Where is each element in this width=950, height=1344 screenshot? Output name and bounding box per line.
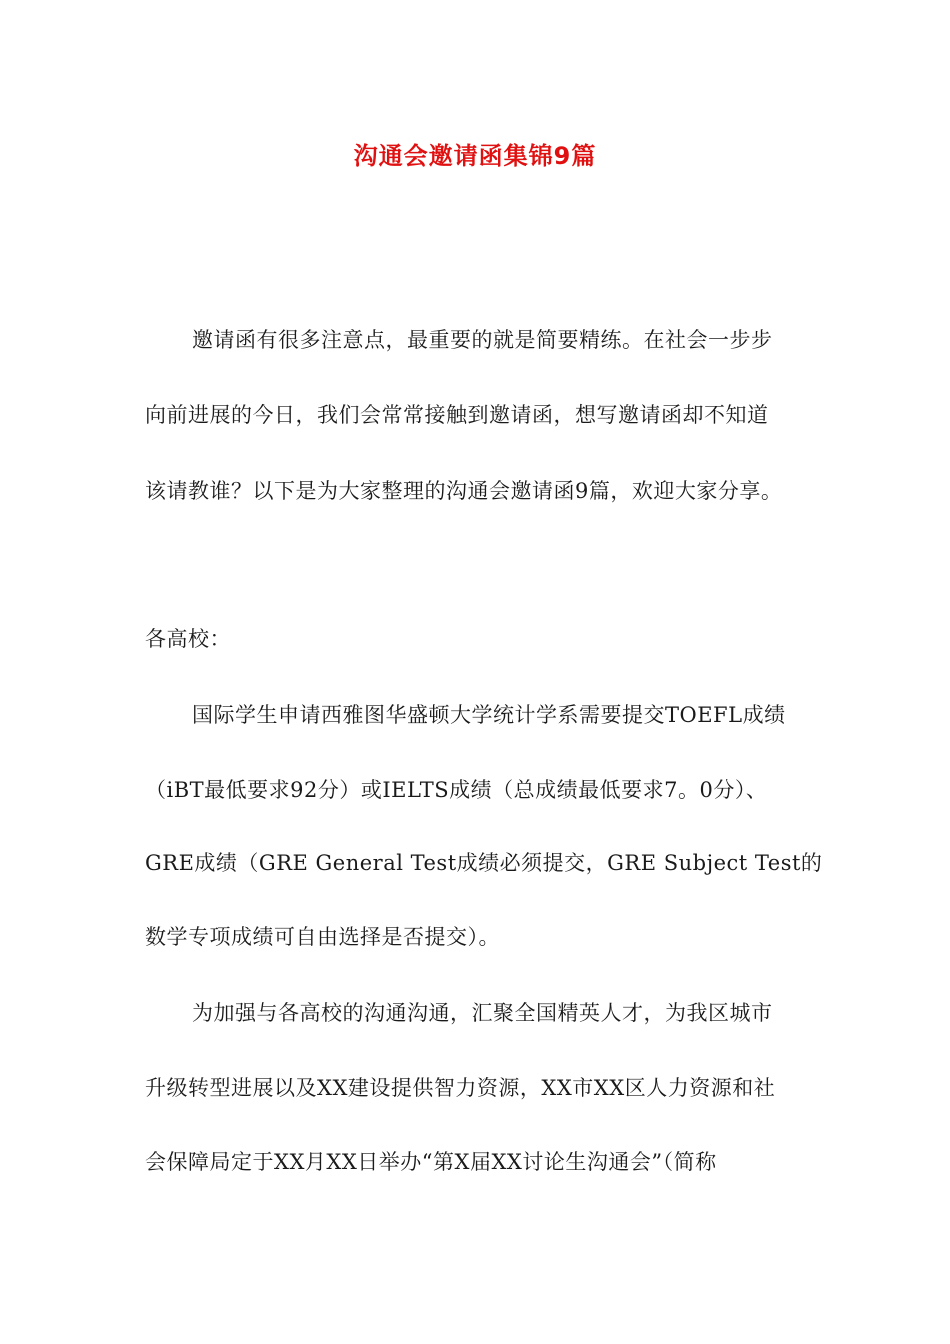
paragraph-line: 国际学生申请西雅图华盛顿大学统计学系需要提交TOEFL成绩 — [192, 703, 786, 727]
intro-line: 向前进展的今日，我们会常常接触到邀请函，想写邀请函却不知道 — [145, 403, 769, 427]
paragraph-line: 升级转型进展以及XX建设提供智力资源，XX市XX区人力资源和社 — [145, 1076, 776, 1100]
document-title: 沟通会邀请函集锦9篇 — [353, 142, 597, 170]
intro-line: 该请教谁？以下是为大家整理的沟通会邀请函9篇，欢迎大家分享。 — [145, 479, 783, 503]
intro-line: 邀请函有很多注意点，最重要的就是简要精练。在社会一步步 — [192, 328, 773, 352]
paragraph-line: （iBT最低要求92分）或IELTS成绩（总成绩最低要求7。0分）、 — [145, 778, 768, 802]
paragraph-line: 会保障局定于XX月XX日举办“第X届XX讨论生沟通会”（简称 — [145, 1150, 717, 1174]
paragraph-line: 数学专项成绩可自由选择是否提交）。 — [145, 925, 500, 949]
salutation: 各高校： — [145, 627, 231, 651]
paragraph-line: 为加强与各高校的沟通沟通，汇聚全国精英人才，为我区城市 — [192, 1001, 773, 1025]
paragraph-line: GRE成绩（GRE General Test成绩必须提交，GRE Subject Test的 — [145, 851, 823, 875]
